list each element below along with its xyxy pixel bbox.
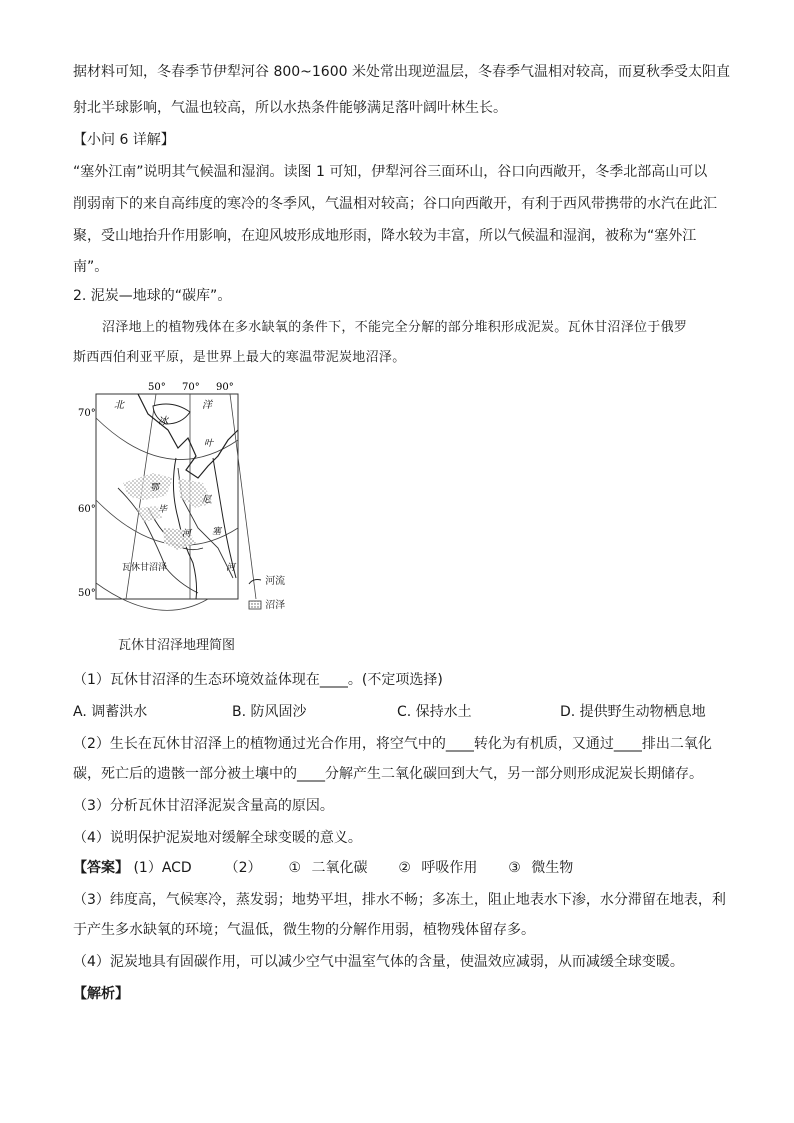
circled-number: ③ [508,860,521,876]
place-label: 冰 [158,416,168,427]
text-line: 据材料可知，冬春季节伊犁河谷 800~1600 米处常出现逆温层，冬春季气温相对较高，而夏秋季受太阳直 [73,64,730,80]
vasyugan-swamp-map [78,378,268,644]
place-label: 河 [226,563,236,573]
text-line: 削弱南下的来自高纬度的寒冷的冬季风，气温相对较高；谷口向西敞开，有利于西风带携带的水汽在此汇 [73,196,717,212]
lat-label: 70° [78,408,96,419]
place-label: 毕 [158,505,168,515]
question-2: （2）生长在瓦休甘沼泽上的植物通过光合作用，将空气中的____转化为有机质，又通过____排出二氧化 [73,736,712,752]
option-b: B. 防风固沙 [232,704,307,720]
option-d: D. 提供野生动物栖息地 [560,704,706,720]
text-line: 南”。 [73,259,109,275]
text-line: “塞外江南”说明其气候温和湿润。读图 1 可知，伊犁河谷三面环山，谷口向西敞开，冬季北部高山可以 [73,164,708,180]
lat-label: 50° [78,588,96,599]
circled-number: ① [288,860,302,876]
question-4: （4）说明保护泥炭地对缓解全球变暖的意义。 [73,830,362,846]
answer-2-label: （2） [224,860,262,876]
answer-2-item: 微生物 [531,860,574,876]
legend-label: 沼泽 [265,600,286,611]
place-label: 北 [114,400,124,411]
text-line: 射北半球影响，气温也较高，所以水热条件能够满足落叶阔叶林生长。 [73,100,507,116]
answer-3: （3）纬度高，气候寒冷，蒸发弱；地势平坦，排水不畅；多冻土，阻止地表水下渗，水分滞留在地表，利 [73,892,726,908]
place-label: 尼 [202,495,212,505]
question-2: 碳，死亡后的遗骸一部分被土壤中的____分解产生二氧化碳回到大气，另一部分则形成泥炭长期储存。 [73,766,703,782]
lon-label: 50° [148,382,166,393]
material-text: 斯西西伯利亚平原，是世界上最大的寒温带泥炭地沼泽。 [73,350,406,365]
circled-number: ② [398,860,411,876]
text-line: 聚，受山地抬升作用影响，在迎风坡形成地形雨，降水较为丰富，所以气候温和湿润，被称为“塞外江 [73,228,697,244]
river-legend-icon [248,576,262,586]
legend-swamp [248,600,285,612]
swamp-legend-icon [248,600,262,610]
place-label: 塞 [212,527,222,537]
place-label: 叶 [204,439,214,449]
place-label: 瓦休甘沼泽 [122,563,168,573]
map-caption: 瓦休甘沼泽地理简图 [118,638,236,653]
option-a: A. 调蓄洪水 [73,704,148,720]
question-1: （1）瓦休甘沼泽的生态环境效益体现在____。(不定项选择) [73,672,443,688]
place-label: 鄂 [150,483,160,493]
legend-label: 河流 [265,576,286,587]
answer-2-item: 二氧化碳 [311,860,368,876]
answer-1: (1）ACD [133,860,192,876]
lon-label: 90° [216,382,234,393]
answer-4: （4）泥炭地具有固碳作用，可以减少空气中温室气体的含量，使温效应减弱，从而减缓全球变暖。 [73,954,684,970]
legend-river [248,576,285,588]
lat-label: 60° [78,504,96,515]
answer-line [73,858,573,878]
place-label: 洋 [202,400,212,411]
question-title: 2. 泥炭—地球的“碳库”。 [73,288,232,304]
analysis-label: 【解析】 [73,986,129,1002]
answer-2-item: 呼吸作用 [421,860,478,876]
answer-3: 于产生多水缺氧的环境；气温低，微生物的分解作用弱，植物残体留存多。 [73,922,535,938]
question-3: （3）分析瓦休甘沼泽泥炭含量高的原因。 [73,798,334,814]
option-c: C. 保持水土 [397,704,472,720]
lon-label: 70° [182,382,200,393]
material-text: 沼泽地上的植物残体在多水缺氧的条件下，不能完全分解的部分堆积形成泥炭。瓦休甘沼泽位于俄罗 [102,320,688,335]
section-heading: 【小问 6 详解】 [73,132,175,148]
answer-label: 【答案】 [73,860,129,876]
place-label: 河 [182,529,192,539]
